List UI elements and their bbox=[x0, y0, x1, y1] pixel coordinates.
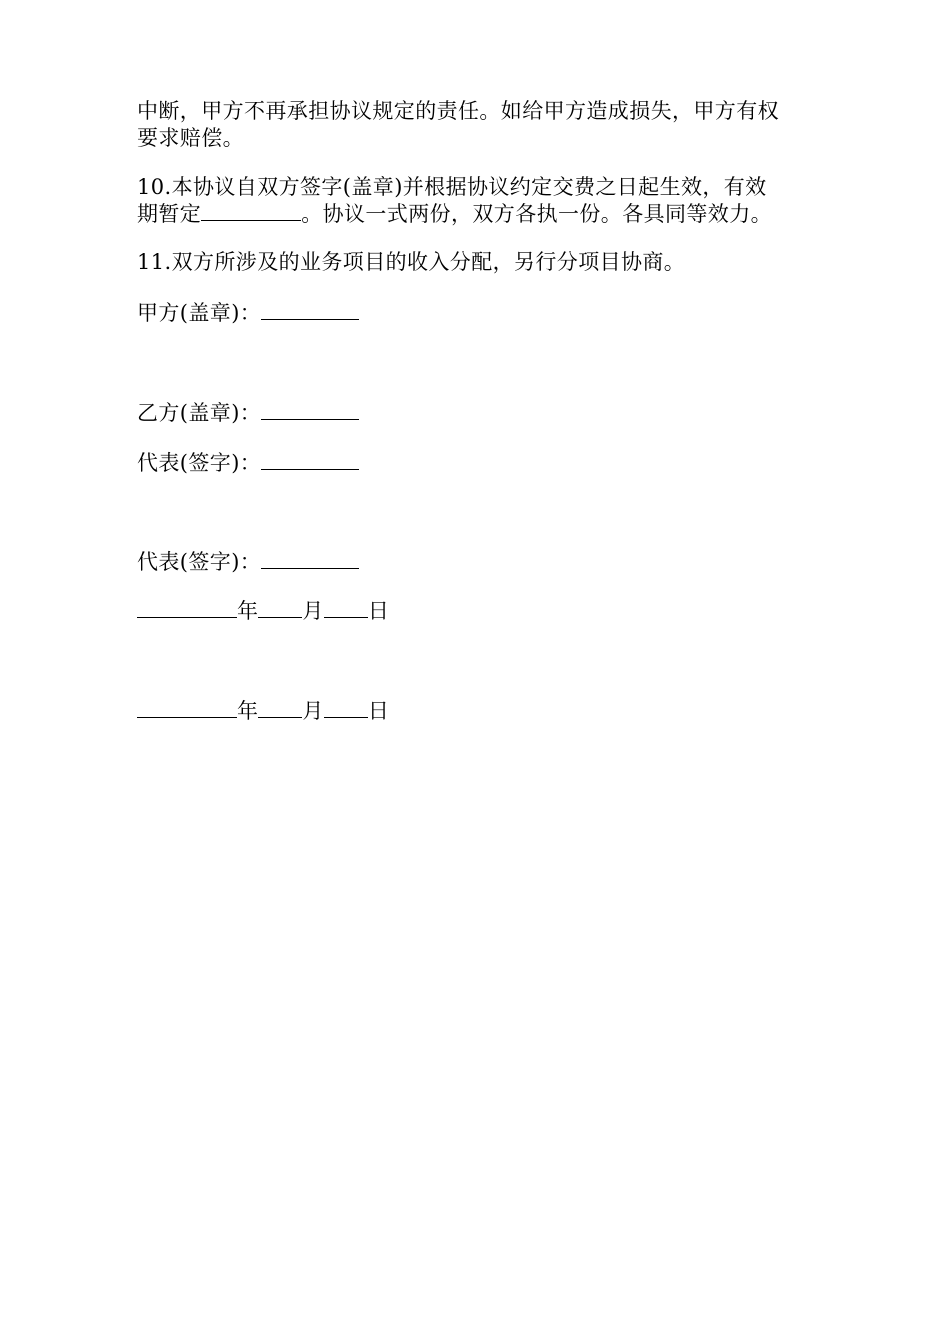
date-row-2 bbox=[137, 697, 389, 725]
party-a-seal-label: 甲方(盖章)： bbox=[137, 301, 262, 325]
date-day-blank-2[interactable] bbox=[324, 697, 368, 718]
validity-prefix: 期暂定 bbox=[137, 202, 202, 226]
paragraph-9-line-1: 中断，甲方不再承担协议规定的责任。如给甲方造成损失，甲方有权 bbox=[137, 99, 779, 123]
representative-sign-row-1 bbox=[137, 449, 359, 477]
date-year-blank-1[interactable] bbox=[137, 597, 237, 618]
party-b-seal-label: 乙方(盖章)： bbox=[137, 401, 262, 425]
representative-sign-label-2: 代表(签字)： bbox=[137, 550, 262, 574]
date-year-label-2: 年 bbox=[237, 699, 259, 723]
date-month-label-2: 月 bbox=[302, 699, 324, 723]
party-b-seal-row bbox=[137, 399, 359, 427]
date-row-1 bbox=[137, 597, 389, 625]
representative-sign-label-1: 代表(签字)： bbox=[137, 451, 262, 475]
validity-suffix: 。协议一式两份，双方各执一份。各具同等效力。 bbox=[301, 202, 773, 226]
date-year-label-1: 年 bbox=[237, 599, 259, 623]
paragraph-9-line-2: 要求赔偿。 bbox=[137, 126, 244, 150]
date-month-blank-1[interactable] bbox=[258, 597, 302, 618]
representative-sign-blank-1[interactable] bbox=[261, 449, 359, 470]
party-a-seal-row bbox=[137, 299, 359, 327]
paragraph-10-line-1: 10.本协议自双方签字(盖章)并根据协议约定交费之日起生效，有效 bbox=[137, 175, 767, 199]
date-year-blank-2[interactable] bbox=[137, 697, 237, 718]
party-b-seal-blank[interactable] bbox=[261, 399, 359, 420]
paragraph-10-line-2 bbox=[137, 200, 772, 228]
representative-sign-row-2 bbox=[137, 548, 359, 576]
date-day-blank-1[interactable] bbox=[324, 597, 368, 618]
paragraph-11: 11.双方所涉及的业务项目的收入分配，另行分项目协商。 bbox=[137, 250, 686, 274]
date-day-label-1: 日 bbox=[367, 599, 390, 623]
date-day-label-2: 日 bbox=[367, 699, 390, 723]
date-month-label-1: 月 bbox=[302, 599, 324, 623]
date-month-blank-2[interactable] bbox=[258, 697, 302, 718]
party-a-seal-blank[interactable] bbox=[261, 299, 359, 320]
validity-period-blank[interactable] bbox=[201, 200, 301, 221]
representative-sign-blank-2[interactable] bbox=[261, 548, 359, 569]
